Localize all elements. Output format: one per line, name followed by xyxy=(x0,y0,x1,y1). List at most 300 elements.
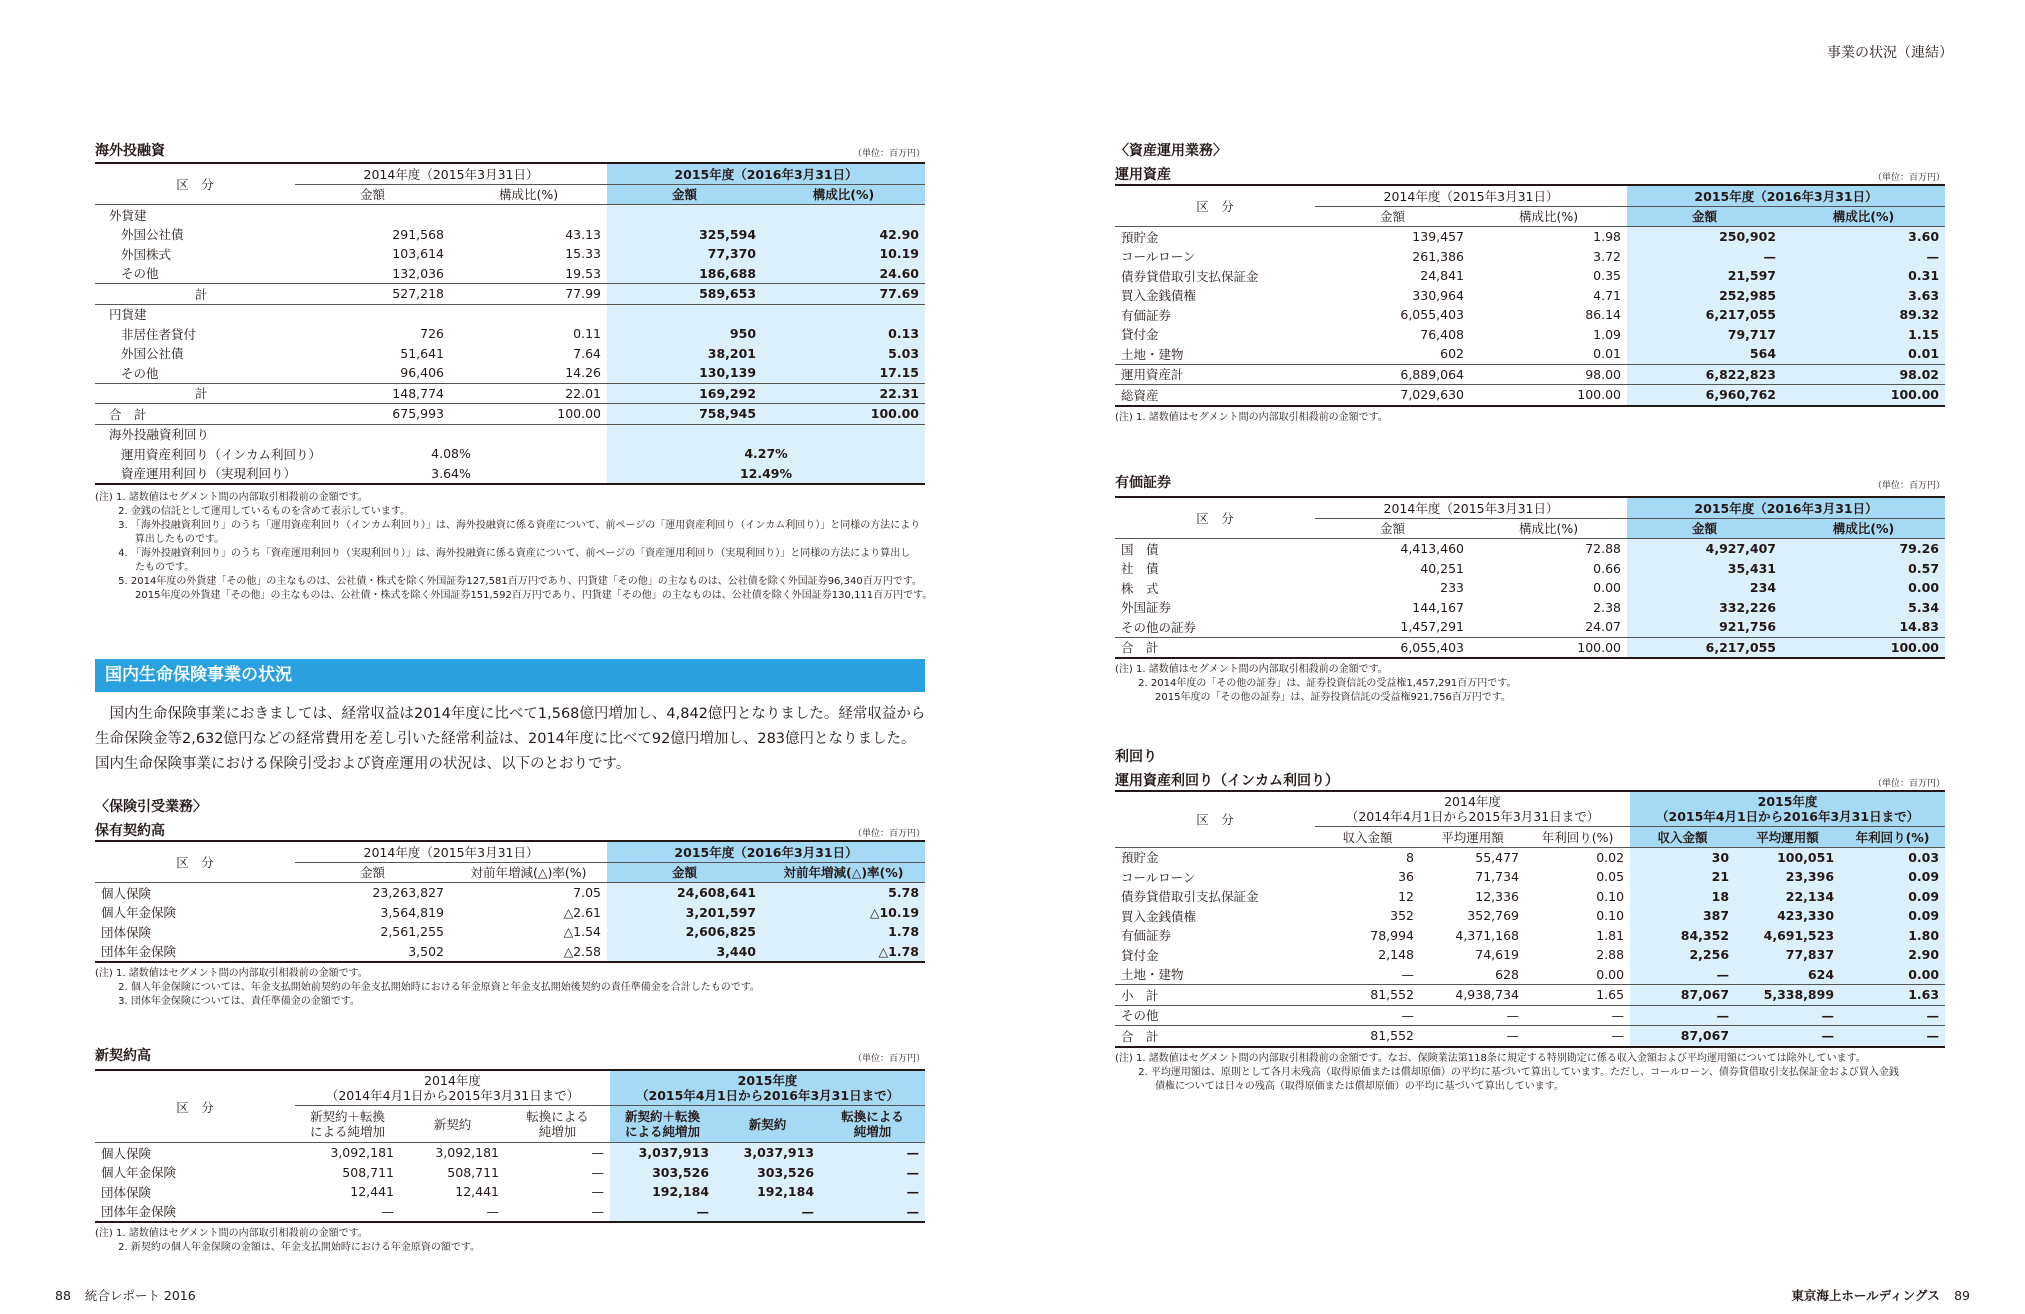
table-row xyxy=(1115,266,1945,286)
cell: 100.00 xyxy=(1470,637,1627,658)
cell: 169,292 xyxy=(607,383,762,404)
cell: 87,067 xyxy=(1630,985,1735,1006)
footer-right xyxy=(1791,1286,1970,1304)
cell: 4,927,407 xyxy=(1627,539,1782,559)
col-2014: 2014年度（2015年3月31日） xyxy=(1315,185,1627,206)
table-row xyxy=(95,284,925,305)
cell: 24.60 xyxy=(762,264,925,284)
cell: 71,734 xyxy=(1475,869,1519,885)
note: 3. 「海外投融資利回り」のうち「運用資産利回り（インカム利回り）」は、海外投融資に係る資産について、前ページの「運用資産利回り（インカム利回り）」と同様の方法により xyxy=(95,520,921,531)
row-label: コールローン xyxy=(1121,249,1196,265)
cell: 1.98 xyxy=(1593,229,1622,245)
table-row xyxy=(95,883,925,903)
overseas-unit: （単位：百万円） xyxy=(852,149,925,159)
cell: △2.61 xyxy=(563,904,602,920)
cell: 192,184 xyxy=(715,1182,820,1202)
cell: — xyxy=(1735,1005,1840,1026)
cell: 602 xyxy=(1440,346,1464,362)
cell: 0.10 xyxy=(1596,908,1625,924)
cell: 6,217,055 xyxy=(1627,637,1782,658)
cell: 3,502 xyxy=(295,942,450,963)
life-section-title: 国内生命保険事業の状況 xyxy=(95,659,925,692)
row-label: 個人保険 xyxy=(101,885,152,901)
row-label: 非居住者貸付 xyxy=(121,326,197,342)
note: 4. 「海外投融資利回り」のうち「資産運用利回り（実現利回り）」は、海外投融資に係る資産について、前ページの「資産運用利回り（実現利回り）」と同様の方法により算出し xyxy=(95,548,911,559)
note: (注) 1. 諸数値はセグメント間の内部取引相殺前の金額です。 xyxy=(95,968,368,979)
cell: 5.34 xyxy=(1782,598,1945,618)
col-conversion xyxy=(820,1106,925,1143)
yields-title: 運用資産利回り（インカム利回り） xyxy=(1115,773,1339,789)
row-label: 預貯金 xyxy=(1121,229,1159,245)
row-label: その他の証券 xyxy=(1121,619,1197,635)
table-row xyxy=(1115,1026,1945,1047)
col-2014: 2014年度（2015年3月31日） xyxy=(295,841,607,862)
col-ratio: 構成比(%) xyxy=(762,184,925,205)
cell: 7,029,630 xyxy=(1315,385,1470,406)
row-label: 合 計 xyxy=(95,404,295,425)
cell: 564 xyxy=(1627,344,1782,364)
note: 2. 新契約の個人年金保険の金額は、年金支払開始時における年金原資の額です。 xyxy=(95,1242,481,1253)
cell: 5,338,899 xyxy=(1735,985,1840,1006)
row-label: 個人年金保険 xyxy=(101,905,177,921)
yields-unit: （単位：百万円） xyxy=(1872,779,1945,789)
col-label: による純増加 xyxy=(625,1124,701,1139)
cell: — xyxy=(1840,1026,1945,1047)
cell: — xyxy=(1525,1026,1630,1047)
cell: 3,092,181 xyxy=(435,1145,499,1161)
note: 2015年度の外貨建「その他」の主なものは、公社債・株式を除く外国証券151,592百万円であり、円貨建「その他」の主なものは、公社債を除く外国証券130,111百万円です。 xyxy=(95,590,933,601)
holdings-table xyxy=(95,840,925,963)
cell: 72.88 xyxy=(1585,541,1622,557)
cell: 303,526 xyxy=(715,1163,820,1183)
cell: 21 xyxy=(1630,867,1735,887)
col-2014-year: 2014年度 xyxy=(424,1073,481,1088)
cell: 1,457,291 xyxy=(1400,619,1464,635)
table-row xyxy=(1115,344,1945,364)
note: 3. 団体年金保険については、責任準備金の金額です。 xyxy=(95,996,360,1007)
table-row xyxy=(1115,227,1945,247)
cell: 3.63 xyxy=(1782,286,1945,306)
cell: 6,217,055 xyxy=(1627,305,1782,325)
cell: 103,614 xyxy=(392,246,444,262)
footer-title: 統合レポート 2016 xyxy=(84,1288,196,1303)
cell: 6,822,823 xyxy=(1627,364,1782,385)
row-label: 社 債 xyxy=(1121,561,1159,577)
cell: 100,051 xyxy=(1735,847,1840,867)
note: 2. 2014年度の「その他の証券」は、証券投資信託の受益権1,457,291百万円です。 xyxy=(1115,678,1517,689)
cell: — xyxy=(1735,1026,1840,1047)
row-label: その他 xyxy=(1115,1005,1315,1026)
table-row xyxy=(1115,867,1945,887)
cell: — xyxy=(1315,1005,1420,1026)
cell: 3,037,913 xyxy=(610,1143,715,1163)
cell: 2,148 xyxy=(1378,947,1414,963)
cell: 81,552 xyxy=(1315,985,1420,1006)
row-label: 総資産 xyxy=(1115,385,1315,406)
cell: 252,985 xyxy=(1627,286,1782,306)
cell: 38,201 xyxy=(607,344,762,364)
col-2014: 2014年度（2015年3月31日） xyxy=(295,163,607,184)
cell: 18 xyxy=(1630,887,1735,907)
col-amount: 金額 xyxy=(295,184,450,205)
cell: 77,370 xyxy=(607,244,762,264)
col-category: 区 分 xyxy=(95,1070,295,1143)
col-label: 純増加 xyxy=(853,1124,892,1139)
table-row xyxy=(1115,1005,1945,1026)
row-label: 団体保険 xyxy=(101,1184,152,1200)
row-label: 土地・建物 xyxy=(1121,967,1184,983)
row-label: 買入金銭債権 xyxy=(1121,288,1197,304)
cell: 2.90 xyxy=(1840,945,1945,965)
col-amount: 金額 xyxy=(1627,206,1782,227)
cell: 74,619 xyxy=(1475,947,1519,963)
row-label: 国 債 xyxy=(1121,541,1159,557)
overseas-title: 海外投融資 xyxy=(95,143,165,159)
col-category: 区 分 xyxy=(1115,185,1315,227)
cell: — xyxy=(820,1182,925,1202)
cell: 22.01 xyxy=(450,383,607,404)
col-amount: 金額 xyxy=(1315,206,1470,227)
row-label: 団体年金保険 xyxy=(95,942,295,963)
assets-table xyxy=(1115,184,1945,407)
row-label: 計 xyxy=(95,383,295,404)
row-label: 運用資産利回り（インカム利回り） xyxy=(121,446,322,462)
table-row xyxy=(1115,325,1945,345)
cell: 4,371,168 xyxy=(1455,927,1519,943)
underwriting-heading: 〈保険引受業務〉 xyxy=(95,799,207,815)
cell: 1.09 xyxy=(1593,326,1622,342)
cell: 15.33 xyxy=(565,246,602,262)
paragraph-line: 国内生命保険事業におきましては、経常収益は2014年度に比べて1,568億円増加し、4,842億円となりました。経常収益から xyxy=(95,706,926,722)
table-row xyxy=(95,264,925,284)
note: (注) 1. 諸数値はセグメント間の内部取引相殺前の金額です。 xyxy=(1115,664,1388,675)
col-2014-period: （2014年4月1日から2015年3月31日まで） xyxy=(325,1088,580,1103)
col-ratio: 構成比(%) xyxy=(1782,518,1945,539)
cell: 3,564,819 xyxy=(380,904,444,920)
cell: 508,711 xyxy=(342,1164,394,1180)
table-row xyxy=(95,404,925,425)
row-label: 貸付金 xyxy=(1121,947,1159,963)
cell: 0.09 xyxy=(1840,906,1945,926)
underwriting-section xyxy=(95,796,925,1009)
cell: 6,055,403 xyxy=(1315,637,1470,658)
cell: 921,756 xyxy=(1627,617,1782,637)
row-label: 外国公社債 xyxy=(121,227,184,243)
assets-section xyxy=(1115,140,1945,425)
row-label: 外国公社債 xyxy=(121,346,184,362)
row-label: 有価証券 xyxy=(1121,307,1172,323)
cell: △1.54 xyxy=(563,924,602,940)
page-number: 88 xyxy=(55,1288,71,1303)
row-label: 有価証券 xyxy=(1121,928,1172,944)
cell: 22,134 xyxy=(1735,887,1840,907)
table-row xyxy=(95,304,925,324)
row-label: 外貨建 xyxy=(109,207,147,223)
col-change: 対前年増減(△)率(%) xyxy=(762,862,925,883)
cell: 1.81 xyxy=(1596,927,1625,943)
cell: 233 xyxy=(1440,580,1464,596)
securities-table xyxy=(1115,496,1945,659)
cell: 291,568 xyxy=(392,226,444,242)
cell: 250,902 xyxy=(1627,227,1782,247)
col-amount: 金額 xyxy=(607,184,762,205)
cell: 77.99 xyxy=(450,284,607,305)
cell: 4.27% xyxy=(607,444,925,464)
col-new: 新契約 xyxy=(400,1106,505,1143)
cell: 6,960,762 xyxy=(1627,385,1782,406)
row-label: 資産運用利回り（実現利回り） xyxy=(95,464,295,485)
table-row xyxy=(1115,906,1945,926)
table-row xyxy=(1115,559,1945,579)
cell: 1.80 xyxy=(1840,926,1945,946)
securities-unit: （単位：百万円） xyxy=(1872,481,1945,491)
cell: — xyxy=(591,1164,605,1180)
cell: 0.02 xyxy=(1596,849,1625,865)
col-yield: 年利回り(%) xyxy=(1840,827,1945,848)
cell: 17.15 xyxy=(762,363,925,383)
overseas-table xyxy=(95,162,925,485)
cell: 12,336 xyxy=(1475,888,1519,904)
cell: 628 xyxy=(1495,966,1519,982)
cell: 5.03 xyxy=(762,344,925,364)
cell: 8 xyxy=(1406,849,1414,865)
col-label: 転換による xyxy=(841,1109,904,1124)
cell: 100.00 xyxy=(1470,385,1627,406)
table-row xyxy=(1115,539,1945,559)
cell: 0.01 xyxy=(1782,344,1945,364)
col-2014: 2014年度（2015年3月31日） xyxy=(1315,497,1627,518)
cell: 98.00 xyxy=(1470,364,1627,385)
table-row xyxy=(95,244,925,264)
table-row xyxy=(95,1182,925,1202)
cell: — xyxy=(400,1202,505,1223)
col-2015 xyxy=(1630,791,1945,827)
cell: 330,964 xyxy=(1412,287,1464,303)
cell: 0.00 xyxy=(1782,578,1945,598)
underwriting-unit: （単位：百万円） xyxy=(852,829,925,839)
cell: 12.49% xyxy=(607,464,925,485)
col-ratio: 構成比(%) xyxy=(1470,518,1627,539)
cell: 3.72 xyxy=(1593,248,1622,264)
cell: 96,406 xyxy=(400,365,444,381)
cell: 527,218 xyxy=(295,284,450,305)
cell: 24.07 xyxy=(1585,619,1622,635)
table-row xyxy=(1115,926,1945,946)
cell: 325,594 xyxy=(607,225,762,245)
note: たものです。 xyxy=(95,562,195,573)
cell: 3,092,181 xyxy=(330,1145,394,1161)
cell: 79,717 xyxy=(1627,325,1782,345)
cell: 387 xyxy=(1630,906,1735,926)
cell: 23,263,827 xyxy=(372,885,444,901)
col-income: 収入金額 xyxy=(1315,827,1420,848)
cell: 3.64% xyxy=(295,464,607,485)
cell: 508,711 xyxy=(447,1164,499,1180)
col-amount: 金額 xyxy=(607,862,762,883)
cell: 4.08% xyxy=(431,446,471,462)
cell: — xyxy=(820,1163,925,1183)
col-2014 xyxy=(295,1070,610,1106)
col-ratio: 構成比(%) xyxy=(450,184,607,205)
cell: 2,256 xyxy=(1630,945,1735,965)
row-label: 団体年金保険 xyxy=(95,1202,295,1223)
col-2015-period: （2015年4月1日から2016年3月31日まで） xyxy=(636,1088,900,1103)
cell: — xyxy=(591,1145,605,1161)
col-amount: 金額 xyxy=(295,862,450,883)
row-label: 外国証券 xyxy=(1121,600,1172,616)
row-label: 個人年金保険 xyxy=(101,1165,177,1181)
table-row xyxy=(95,1163,925,1183)
cell: 0.00 xyxy=(1593,580,1622,596)
assets-heading: 〈資産運用業務〉 xyxy=(1115,143,1227,159)
cell: 19.53 xyxy=(565,265,602,281)
cell: 79.26 xyxy=(1782,539,1945,559)
underwriting-notes xyxy=(95,967,925,1009)
cell: 2.38 xyxy=(1593,599,1622,615)
row-label: 土地・建物 xyxy=(1121,346,1184,362)
cell: 0.35 xyxy=(1593,268,1622,284)
cell: 352,769 xyxy=(1467,908,1519,924)
cell: 3,440 xyxy=(607,942,762,963)
cell: 87,067 xyxy=(1630,1026,1735,1047)
cell: 589,653 xyxy=(607,284,762,305)
assets-notes xyxy=(1115,411,1945,425)
row-label: 海外投融資利回り xyxy=(95,424,295,444)
col-2015-year: 2015年度 xyxy=(737,1073,798,1088)
cell: 100.00 xyxy=(1782,637,1945,658)
table-row xyxy=(1115,945,1945,965)
row-label: 団体保険 xyxy=(101,924,152,940)
footer-company: 東京海上ホールディングス xyxy=(1791,1288,1940,1303)
table-row xyxy=(1115,598,1945,618)
cell: 186,688 xyxy=(607,264,762,284)
cell: 89.32 xyxy=(1782,305,1945,325)
col-change: 対前年増減(△)率(%) xyxy=(450,862,607,883)
note: 2015年度の「その他の証券」は、証券投資信託の受益権921,756百万円です。 xyxy=(1115,692,1512,703)
col-2014-year: 2014年度 xyxy=(1444,794,1501,809)
cell: 6,889,064 xyxy=(1315,364,1470,385)
table-row xyxy=(95,205,925,225)
cell: 12 xyxy=(1398,888,1414,904)
paragraph-line: 生命保険金等2,632億円などの経常費用を差し引いた経常利益は、2014年度に比べて92億円増加し、283億円となりました。 xyxy=(95,731,916,747)
table-row xyxy=(95,324,925,344)
col-2014 xyxy=(1315,791,1630,827)
cell: 51,641 xyxy=(400,345,444,361)
cell: 23,396 xyxy=(1735,867,1840,887)
cell: — xyxy=(610,1202,715,1223)
cell: 30 xyxy=(1630,847,1735,867)
table-row xyxy=(1115,385,1945,406)
col-label: 転換による xyxy=(526,1109,589,1124)
cell: 423,330 xyxy=(1735,906,1840,926)
new-contracts-unit: （単位：百万円） xyxy=(852,1054,925,1064)
row-label: 計 xyxy=(95,284,295,305)
col-2014-period: （2014年4月1日から2015年3月31日まで） xyxy=(1345,809,1600,824)
cell: 3,037,913 xyxy=(715,1143,820,1163)
note: (注) 1. 諸数値はセグメント間の内部取引相殺前の金額です。 xyxy=(95,1228,368,1239)
cell: — xyxy=(1630,965,1735,985)
note: 5. 2014年度の外貨建「その他」の主なものは、公社債・株式を除く外国証券127,581百万円であり、円貨建「その他」の主なものは、公社債を除く外国証券96,340百万円です。 xyxy=(95,576,922,587)
cell: 100.00 xyxy=(1782,385,1945,406)
cell: 0.00 xyxy=(1596,966,1625,982)
cell: 7.05 xyxy=(573,885,602,901)
cell: 2,606,825 xyxy=(607,922,762,942)
overseas-notes xyxy=(95,491,933,603)
overseas-section xyxy=(95,140,933,603)
cell: 14.26 xyxy=(565,365,602,381)
cell: 0.03 xyxy=(1840,847,1945,867)
cell: 2.88 xyxy=(1596,947,1625,963)
cell: 86.14 xyxy=(1585,307,1622,323)
row-label: その他 xyxy=(121,266,159,282)
note: (注) 1. 諸数値はセグメント間の内部取引相殺前の金額です。なお、保険業法第118条に規定する特別勘定に係る収入金額および平均運用額については除外しています。 xyxy=(1115,1052,1866,1064)
col-amount: 金額 xyxy=(1315,518,1470,539)
col-amount: 金額 xyxy=(1627,518,1782,539)
table-row xyxy=(95,942,925,963)
cell: 0.10 xyxy=(1596,888,1625,904)
cell: 0.00 xyxy=(1840,965,1945,985)
table-row xyxy=(95,444,925,464)
col-new: 新契約 xyxy=(715,1106,820,1143)
row-label: 貸付金 xyxy=(1121,327,1159,343)
cell: — xyxy=(820,1202,925,1223)
cell: 76,408 xyxy=(1420,326,1464,342)
note: (注) 1. 諸数値はセグメント間の内部取引相殺前の金額です。 xyxy=(95,492,368,503)
cell: 0.05 xyxy=(1596,869,1625,885)
underwriting-title: 保有契約高 xyxy=(95,823,165,839)
securities-section xyxy=(1115,472,1945,705)
cell: 77,837 xyxy=(1735,945,1840,965)
cell: 4,691,523 xyxy=(1735,926,1840,946)
note: 2. 平均運用額は、原則として各月末残高（取得原価または償却原価）の平均に基づいて算出しています。ただし、コールローン、債券貸借取引支払保証金および買入金銭 xyxy=(1115,1066,1899,1078)
cell: — xyxy=(295,1202,400,1223)
cell: 78,994 xyxy=(1370,927,1414,943)
cell: 2,561,255 xyxy=(380,924,444,940)
assets-unit: （単位：百万円） xyxy=(1872,173,1945,183)
col-label: 新契約＋転換 xyxy=(625,1109,701,1124)
row-label: 株 式 xyxy=(1121,580,1159,596)
col-label: による純増加 xyxy=(309,1124,385,1139)
table-row xyxy=(1115,985,1945,1006)
cell: 35,431 xyxy=(1627,559,1782,579)
table-row xyxy=(1115,637,1945,658)
col-ratio: 構成比(%) xyxy=(1470,206,1627,227)
col-category: 区 分 xyxy=(95,163,295,205)
col-2015: 2015年度（2016年3月31日） xyxy=(607,163,925,184)
cell: 726 xyxy=(420,326,444,342)
row-label: 債券貸借取引支払保証金 xyxy=(1121,268,1259,284)
yields-heading: 利回り xyxy=(1115,749,1157,765)
row-label: その他 xyxy=(121,365,159,381)
col-average: 平均運用額 xyxy=(1735,827,1840,848)
row-label: 合 計 xyxy=(1115,637,1315,658)
row-label: 個人保険 xyxy=(101,1145,152,1161)
cell: 22.31 xyxy=(762,383,925,404)
cell: 332,226 xyxy=(1627,598,1782,618)
cell: 1.78 xyxy=(762,922,925,942)
cell: 4,413,460 xyxy=(1400,541,1464,557)
cell: 3.60 xyxy=(1782,227,1945,247)
table-row xyxy=(1115,617,1945,637)
cell: 7.64 xyxy=(573,345,602,361)
table-row xyxy=(95,1143,925,1163)
col-2015: 2015年度（2016年3月31日） xyxy=(1627,497,1945,518)
page-number: 89 xyxy=(1954,1288,1970,1303)
cell: 0.13 xyxy=(762,324,925,344)
cell: 144,167 xyxy=(1412,599,1464,615)
header-right-title: 事業の状況（連結） xyxy=(1827,45,1953,61)
col-ratio: 構成比(%) xyxy=(1782,206,1945,227)
